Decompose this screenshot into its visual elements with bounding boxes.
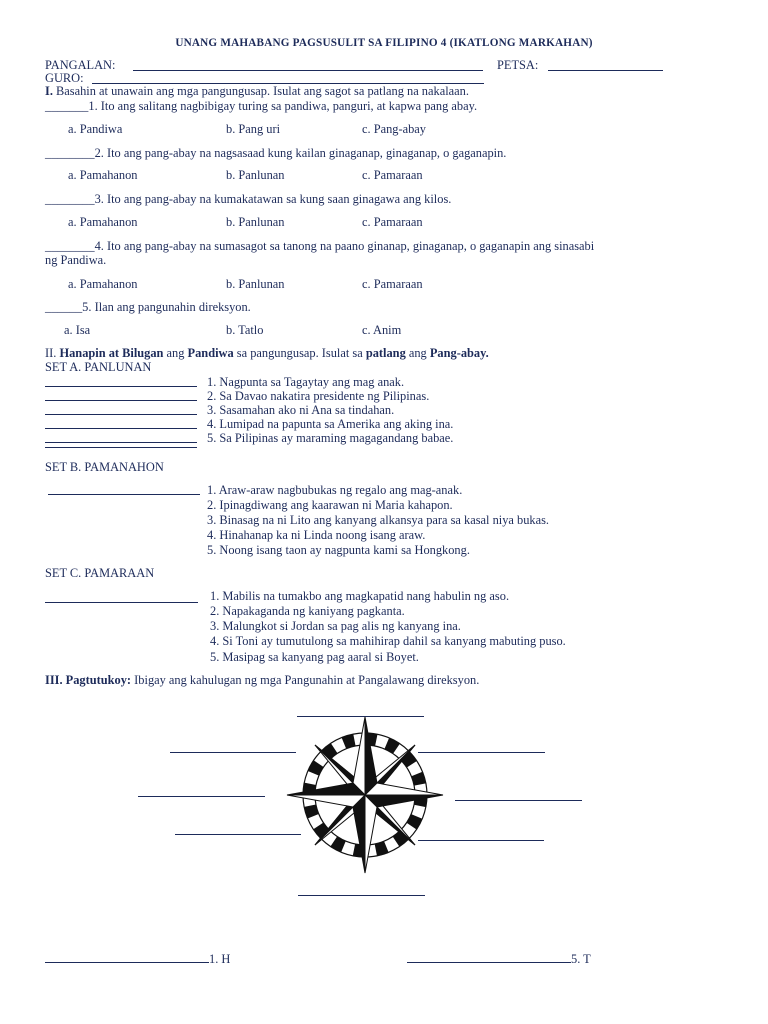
list-item: 5. Noong isang taon ay nagpunta kami sa Hongkong. <box>207 543 470 557</box>
part2-instruction <box>45 346 489 361</box>
answer-line[interactable] <box>45 447 197 448</box>
option-a: a. Pamahanon <box>68 215 138 229</box>
answer-line[interactable] <box>45 386 197 387</box>
answer-blank[interactable]: ________ <box>45 192 95 206</box>
list-item: 2. Napakaganda ng kaniyang pagkanta. <box>210 604 405 618</box>
date-label: PETSA: <box>497 58 539 72</box>
list-item: 4. Lumipad na papunta sa Amerika ang aking ina. <box>207 417 454 431</box>
set-b-label: SET B. PAMANAHON <box>45 460 164 474</box>
answer-line[interactable] <box>45 428 197 429</box>
part1-instruction <box>45 84 469 99</box>
option-a: a. Pamahanon <box>68 168 138 182</box>
question-5 <box>45 300 251 315</box>
part3-text: Ibigay ang kahulugan ng mga Pangunahin at Pangalawang direksyon. <box>131 673 480 687</box>
bottom-label-left: 1. H <box>209 952 231 966</box>
answer-line[interactable] <box>48 494 200 495</box>
part1-roman: I. <box>45 84 53 98</box>
answer-line[interactable] <box>45 602 198 603</box>
name-label: PANGALAN: <box>45 58 116 72</box>
list-item: 1. Araw-araw nagbubukas ng regalo ang mag-anak. <box>207 483 463 497</box>
option-a: a. Pandiwa <box>68 122 123 136</box>
set-a-label: SET A. PANLUNAN <box>45 360 152 374</box>
option-a: a. Pamahanon <box>68 277 138 291</box>
bottom-answer-left <box>45 951 230 967</box>
option-b: b. Tatlo <box>226 323 264 337</box>
instruction-text: sa pangungusap. Isulat sa <box>233 346 366 360</box>
option-b: b. Pang uri <box>226 122 281 136</box>
question-3 <box>45 192 451 207</box>
list-item: 1. Mabilis na tumakbo ang magkapatid nang habulin ng aso. <box>210 589 510 603</box>
name-field[interactable] <box>133 70 483 71</box>
option-c: c. Pamaraan <box>362 277 423 291</box>
option-c: c. Pang-abay <box>362 122 426 136</box>
answer-blank[interactable]: ________ <box>45 146 95 160</box>
list-item: 2. Ipinagdiwang ang kaarawan ni Maria kahapon. <box>207 498 453 512</box>
answer-line[interactable] <box>45 951 209 963</box>
question-1 <box>45 99 477 114</box>
page-title: UNANG MAHABANG PAGSUSULIT SA FILIPINO 4 (IKATLONG MARKAHAN) <box>175 37 593 49</box>
date-field[interactable] <box>548 70 663 71</box>
list-item: 3. Sasamahan ako ni Ana sa tindahan. <box>207 403 395 417</box>
question-text: 3. Ito ang pang-abay na kumakatawan sa kung saan ginagawa ang kilos. <box>94 192 452 206</box>
instruction-text: ang <box>405 346 430 360</box>
list-item: 5. Sa Pilipinas ay maraming magagandang babae. <box>207 431 454 445</box>
part2-roman: II. <box>45 346 57 360</box>
list-item: 3. Binasag na ni Lito ang kanyang alkansya para sa kasal niya bukas. <box>207 513 550 527</box>
option-b: b. Panlunan <box>226 215 285 229</box>
question-4-continued: ng Pandiwa. <box>45 253 107 267</box>
option-c: c. Pamaraan <box>362 215 423 229</box>
set-c-label: SET C. PAMARAAN <box>45 566 155 580</box>
answer-line[interactable] <box>45 442 197 443</box>
part1-text: Basahin at unawain ang mga pangungusap. Isulat ang sagot sa patlang na nakalaan. <box>56 84 469 98</box>
option-b: b. Panlunan <box>226 168 285 182</box>
answer-line[interactable] <box>407 951 571 963</box>
list-item: 4. Hinahanap ka ni Linda noong isang araw. <box>207 528 426 542</box>
instruction-bold: Pandiwa <box>187 346 234 360</box>
option-a: a. Isa <box>64 323 91 337</box>
answer-blank[interactable]: _______ <box>45 99 89 113</box>
bottom-answer-right <box>407 951 591 967</box>
question-text: 1. Ito ang salitang nagbibigay turing sa pandiwa, panguri, at kapwa pang abay. <box>88 99 478 113</box>
list-item: 1. Nagpunta sa Tagaytay ang mag anak. <box>207 375 405 389</box>
list-item: 4. Si Toni ay tumutulong sa mahihirap dahil sa kanyang mabuting puso. <box>210 634 566 648</box>
option-c: c. Anim <box>362 323 402 337</box>
compass-rose-icon <box>286 716 444 874</box>
answer-line[interactable] <box>45 414 197 415</box>
direction-line-southwest[interactable] <box>175 834 301 835</box>
question-text: 4. Ito ang pang-abay na sumasagot sa tanong na paano ginanap, ginaganap, o gaganapin ang sinasabi <box>94 239 595 253</box>
instruction-bold: Pang-abay. <box>429 346 489 360</box>
answer-blank[interactable]: ______ <box>45 300 83 314</box>
teacher-label: GURO: <box>45 71 84 85</box>
question-2 <box>45 146 506 161</box>
direction-line-west[interactable] <box>138 796 265 797</box>
part3-label: III. Pagtutukoy: <box>45 673 132 687</box>
list-item: 2. Sa Davao nakatira presidente ng Pilipinas. <box>207 389 430 403</box>
question-4 <box>45 239 594 254</box>
instruction-bold: Hanapin at Bilugan <box>59 346 164 360</box>
question-text: 5. Ilan ang pangunahin direksyon. <box>82 300 251 314</box>
answer-blank[interactable]: ________ <box>45 239 95 253</box>
instruction-bold: patlang <box>365 346 406 360</box>
option-b: b. Panlunan <box>226 277 285 291</box>
question-text: 2. Ito ang pang-abay na nagsasaad kung kailan ginaganap, ginaganap, o gaganapin. <box>94 146 507 160</box>
direction-line-northwest[interactable] <box>170 752 296 753</box>
option-c: c. Pamaraan <box>362 168 423 182</box>
instruction-text: ang <box>163 346 188 360</box>
answer-line[interactable] <box>45 400 197 401</box>
list-item: 3. Malungkot si Jordan sa pag alis ng kanyang ina. <box>210 619 461 633</box>
list-item: 5. Masipag sa kanyang pag aaral si Boyet. <box>210 650 419 664</box>
direction-line-south[interactable] <box>298 895 425 896</box>
part3-instruction <box>45 673 479 688</box>
direction-line-east[interactable] <box>455 800 582 801</box>
bottom-label-right: 5. T <box>571 952 591 966</box>
